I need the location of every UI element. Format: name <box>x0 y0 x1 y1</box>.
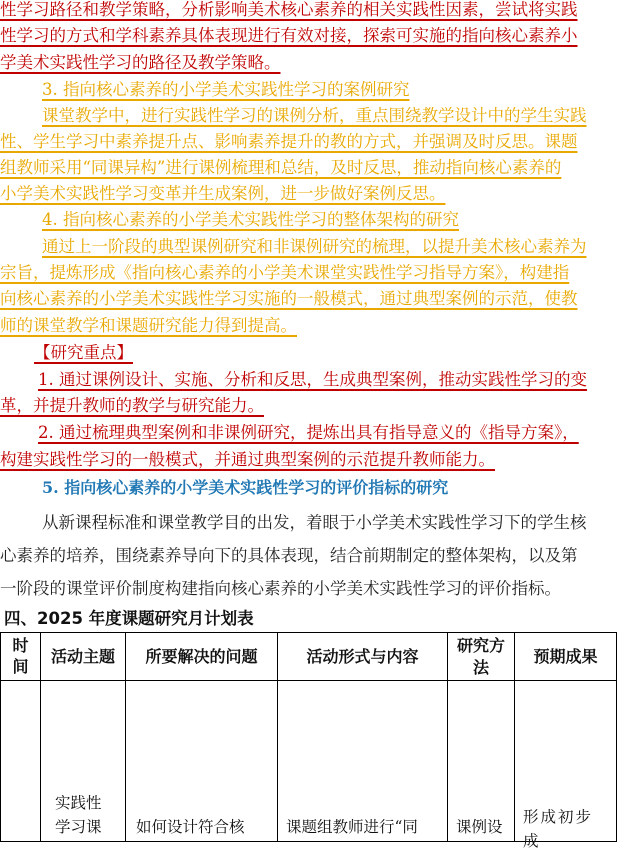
research-focus-heading: 【研究重点】 <box>34 343 133 362</box>
cell-time <box>1 681 41 842</box>
text-line: 小学美术实践性学习变革并生成案例，进一步做好案例反思。 <box>0 184 446 203</box>
cell-result: 形成初步成 <box>515 681 617 842</box>
text-line: 向核心素养的小学美术实践性学习实施的一般模式，通过典型案例的示范，使教 <box>0 289 578 308</box>
cell-form: 课题组教师进行“同 <box>278 681 448 842</box>
header-result: 预期成果 <box>515 633 617 681</box>
text-line: 性学习的方式和学科素养具体表现进行有效对接，探索可实施的指向核心素养小 <box>0 26 578 45</box>
text-line: 性、学生学习中素养提升点、影响素养提升的教的方式，并强调及时反思。课题 <box>0 132 578 151</box>
text-line: 心素养的培养，围绕素养导向下的具体表现，结合前期制定的整体架构，以及第 <box>0 546 578 565</box>
text-line: 课堂教学中，进行实践性学习的课例分析，重点围绕教学设计中的学生实践 <box>42 106 587 125</box>
header-time: 时间 <box>1 633 41 681</box>
text-line: 从新课程标准和课堂教学目的出发，着眼于小学美术实践性学习下的学生核 <box>42 513 587 532</box>
text-line: 一阶段的课堂评价制度构建指向核心素养的小学美术实践性学习的评价指标。 <box>0 579 561 598</box>
table-row <box>1 681 617 842</box>
plan-table-heading: 四、2025 年度课题研究月计划表 <box>4 609 254 628</box>
text-line: 通过上一阶段的典型课例研究和非课例研究的梳理，以提升美术核心素养为 <box>42 237 587 256</box>
cell-method: 课例设 <box>448 681 515 842</box>
text-line: 师的课堂教学和课题研究能力得到提高。 <box>0 316 297 335</box>
subheading-4: 4. 指向核心素养的小学美术实践性学习的整体架构的研究 <box>42 210 459 229</box>
text-line: 1. 通过课例设计、实施、分析和反思，生成典型案例，推动实践性学习的变 <box>38 370 587 389</box>
header-problem: 所要解决的问题 <box>126 633 278 681</box>
monthly-plan-table <box>0 632 617 851</box>
text-line: 性学习路径和教学策略，分析影响美术核心素养的相关实践性因素，尝试将实践 <box>0 0 578 19</box>
text-line: 组教师采用“同课异构”进行课例梳理和总结，及时反思，推动指向核心素养的 <box>0 158 562 177</box>
text-line: 革，并提升教师的教学与研究能力。 <box>0 396 264 415</box>
header-form: 活动形式与内容 <box>278 633 448 681</box>
text-line: 学美术实践性学习的路径及教学策略。 <box>0 53 281 72</box>
header-method: 研究方法 <box>448 633 515 681</box>
subheading-3: 3. 指向核心素养的小学美术实践性学习的案例研究 <box>42 80 410 99</box>
text-line: 构建实践性学习的一般模式，并通过典型案例的示范提升教师能力。 <box>0 450 495 469</box>
text-line: 宗旨，提炼形成《指向核心素养的小学美术课堂实践性学习指导方案》，构建指 <box>0 263 570 282</box>
text-line: 2. 通过梳理典型案例和非课例研究，提炼出具有指导意义的《指导方案》， <box>38 423 579 442</box>
table-header-row <box>1 633 617 681</box>
header-theme: 活动主题 <box>41 633 126 681</box>
cell-theme: 实践性学习课 <box>41 681 126 842</box>
section-5-heading: 5. 指向核心素养的小学美术实践性学习的评价指标的研究 <box>42 478 449 497</box>
cell-problem: 如何设计符合核 <box>126 681 278 842</box>
